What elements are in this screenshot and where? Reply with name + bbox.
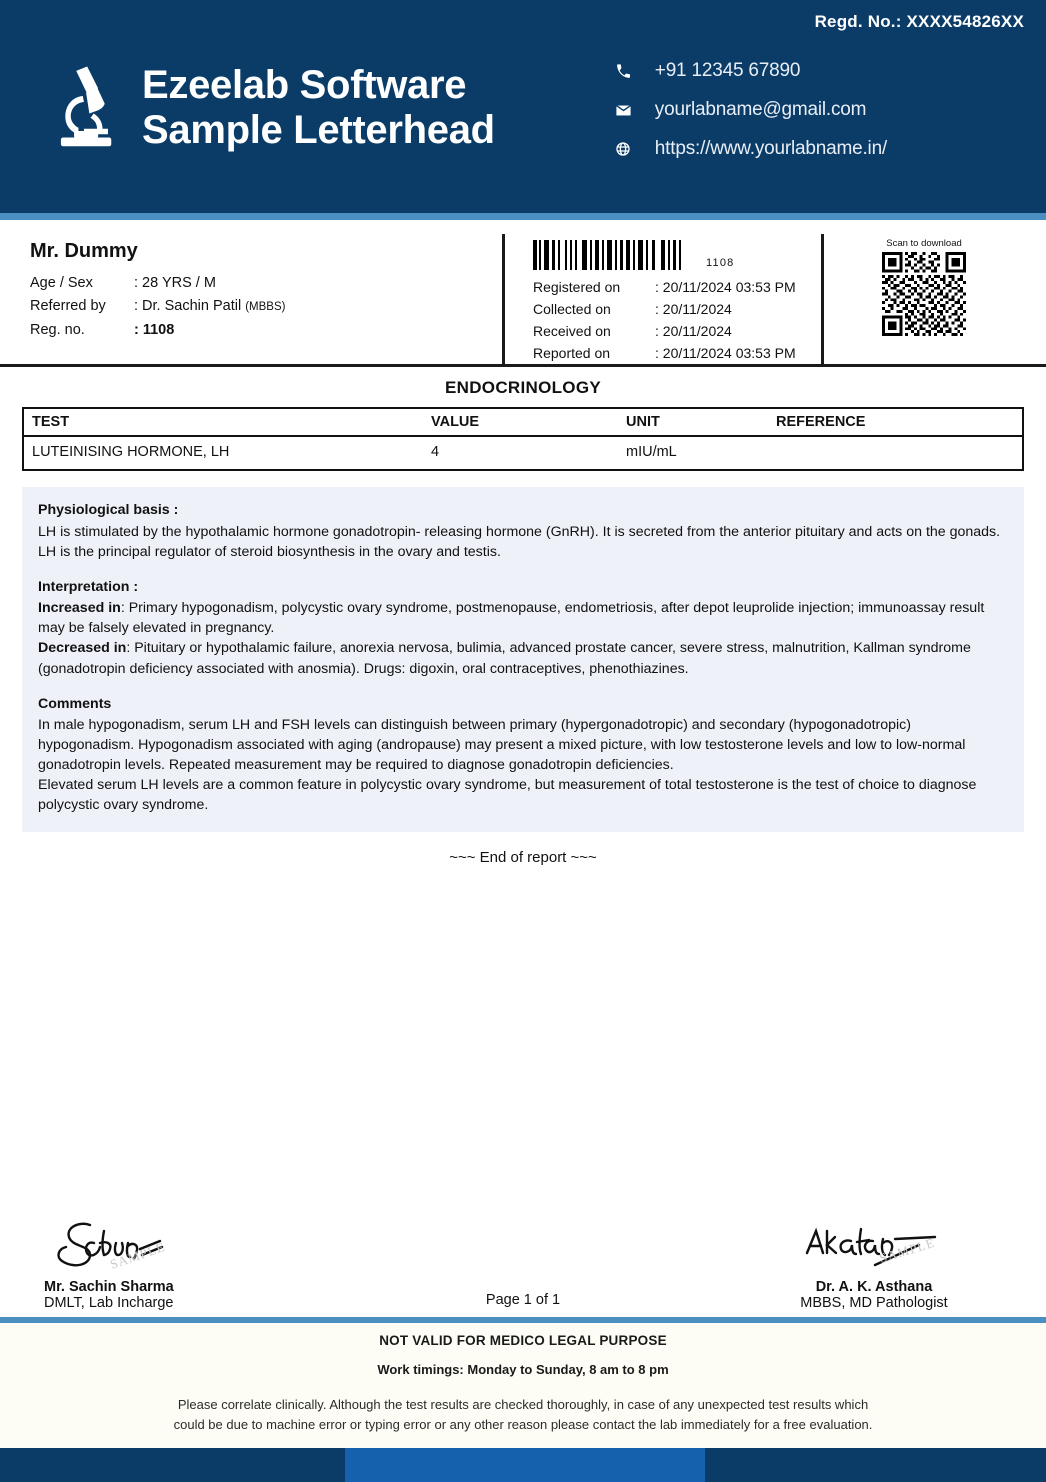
- patient-name: Mr. Dummy: [30, 240, 138, 262]
- spacer: [38, 562, 1008, 577]
- spacer: [38, 679, 1008, 694]
- patient-details: [22, 234, 502, 364]
- patient-field-label: Age / Sex: [30, 275, 93, 291]
- bottom-bar-segment-left: [0, 1448, 345, 1482]
- envelope-icon: [615, 102, 641, 119]
- bottom-bar-segment-right: [705, 1448, 1046, 1482]
- end-of-report-text: ~~~ End of report ~~~: [449, 848, 597, 866]
- page-number: Page 1 of 1: [485, 1292, 561, 1308]
- column-header-value: VALUE: [423, 408, 618, 436]
- report-footer: [0, 1323, 1046, 1448]
- barcode-number: 1108: [706, 257, 735, 269]
- decreased-in-text: : Pituitary or hypothalamic failure, anorexia nervosa, bulimia, advanced prostate cancer, severe stress, malnutrition, Kallman syndrome (gonadotropin deficiency associated with anosmia). Drugs: digoxin, oral contraceptives, phenothiazines.: [38, 640, 971, 677]
- patient-info-bar: [0, 220, 1046, 367]
- svg-text:SAMPLE: SAMPLE: [108, 1238, 168, 1272]
- footer-note-line-2: could be due to machine error or typing error or any other reason please contact the lab immediately for a free evaluation.: [173, 1416, 873, 1432]
- specimen-collected-on: [533, 298, 821, 320]
- footer-disclaimer-title: NOT VALID FOR MEDICO LEGAL PURPOSE: [379, 1333, 667, 1348]
- registration-number: Regd. No.: XXXX54826XX: [814, 12, 1024, 31]
- interpretation-heading: Interpretation :: [38, 578, 139, 595]
- phone-icon: [615, 63, 641, 80]
- column-header-test: TEST: [23, 408, 423, 436]
- increased-in-label: Increased in: [38, 600, 121, 617]
- signatory-name: Mr. Sachin Sharma: [44, 1279, 174, 1295]
- column-header-reference: REFERENCE: [768, 408, 1023, 436]
- contact-email: [615, 99, 887, 121]
- qr-code[interactable]: [882, 252, 966, 336]
- patient-field-label: Reg. no.: [30, 321, 85, 338]
- referring-doctor-name: : Dr. Sachin Patil: [134, 298, 242, 315]
- signature-area: [0, 1215, 1046, 1317]
- signature-block-lab-incharge: [22, 1215, 322, 1311]
- contact-phone: [615, 60, 887, 82]
- clinical-notes-panel: [22, 487, 1024, 831]
- signature-block-pathologist: [724, 1215, 1024, 1311]
- department-title: ENDOCRINOLOGY: [445, 378, 601, 398]
- bottom-color-bar: [0, 1448, 1046, 1482]
- contact-website-text: https://www.yourlabname.in/: [654, 138, 888, 159]
- signature-image-lab-incharge: [44, 1215, 194, 1277]
- physiological-basis-text: LH is stimulated by the hypothalamic hormone gonadotropin- releasing hormone (GnRH). It is secreted from the anterior pituitary and acts on the gonads. LH is the principal regulator of steroid biosynthesis in the ovary and testis.: [38, 523, 1001, 560]
- cell-test-name: LUTEINISING HORMONE, LH: [32, 444, 230, 461]
- patient-field-label: Referred by: [30, 298, 106, 315]
- bottom-bar-segment-middle: [345, 1448, 705, 1482]
- contact-website: [615, 138, 887, 160]
- footer-note: [0, 1395, 1046, 1434]
- contact-email-text: yourlabname@gmail.com: [654, 99, 867, 120]
- increased-in-text: : Primary hypogonadism, polycystic ovary syndrome, postmenopause, endometriosis, after depot leuprolide injection; immunoassay result may be falsely elevated in pregnancy.: [38, 600, 985, 637]
- signatory-role: MBBS, MD Pathologist: [800, 1295, 948, 1311]
- signatory-role: DMLT, Lab Incharge: [44, 1295, 174, 1311]
- lab-name: [142, 63, 495, 153]
- footer-work-timings: Work timings: Monday to Sunday, 8 am to 8 pm: [377, 1362, 669, 1377]
- date-label: Reported on: [533, 345, 611, 362]
- patient-field-value: : 28 YRS / M: [134, 275, 216, 291]
- specimen-details: [502, 234, 824, 364]
- comments-heading: Comments: [38, 695, 112, 712]
- microscope-icon: [46, 60, 124, 156]
- contact-list: [615, 56, 887, 160]
- specimen-received-on: [533, 320, 821, 342]
- footer-note-line-1: Please correlate clinically. Although the test results are checked thoroughly, in case of any unexpected test results which: [177, 1397, 869, 1412]
- signatory-name: Dr. A. K. Asthana: [815, 1279, 933, 1295]
- date-label: Collected on: [533, 301, 611, 318]
- lab-name-line-1: Ezeelab Software: [142, 63, 467, 108]
- specimen-registered-on: [533, 276, 821, 298]
- results-table: [22, 407, 1024, 471]
- globe-icon: [615, 141, 641, 157]
- patient-field-reg-no: [30, 319, 502, 342]
- interpretation-decreased: [38, 638, 1008, 678]
- cell-reference: [768, 436, 1023, 470]
- cell-unit: mIU/mL: [626, 444, 677, 461]
- physiological-basis-heading: Physiological basis :: [38, 502, 179, 519]
- barcode-image: [533, 240, 696, 270]
- table-row: [23, 436, 1023, 470]
- qr-caption: Scan to download: [886, 238, 962, 249]
- contact-phone-text: +91 12345 67890: [654, 60, 801, 81]
- referring-doctor-qualification: (MBBS): [245, 301, 286, 314]
- lab-name-line-2: Sample Letterhead: [142, 108, 495, 152]
- patient-field-value: : 1108: [134, 321, 175, 338]
- report-body: [0, 367, 1046, 1317]
- date-value: : 20/11/2024 03:53 PM: [655, 345, 796, 362]
- barcode-line: [533, 240, 821, 270]
- patient-field-age-sex: [30, 272, 502, 295]
- signature-image-pathologist: [789, 1215, 959, 1277]
- specimen-reported-on: [533, 342, 821, 364]
- header-accent-strip: [0, 213, 1046, 220]
- report-header: [0, 0, 1046, 220]
- date-value: : 20/11/2024 03:53 PM: [655, 279, 796, 295]
- comments-paragraph-2: Elevated serum LH levels are a common feature in polycystic ovary syndrome, but measurement of total testosterone is the test of choice to diagnose polycystic ovary syndrome.: [38, 777, 977, 814]
- svg-text:SAMPLE: SAMPLE: [877, 1234, 937, 1266]
- date-label: Registered on: [533, 279, 621, 295]
- results-table-header-row: [23, 408, 1023, 436]
- cell-value: 4: [431, 444, 440, 461]
- patient-field-referred-by: [30, 295, 502, 318]
- qr-section: [824, 234, 1024, 364]
- patient-field-value: [134, 295, 285, 318]
- column-header-unit: UNIT: [618, 408, 768, 436]
- decreased-in-label: Decreased in: [38, 640, 127, 657]
- interpretation-increased: [38, 598, 1008, 638]
- comments-paragraph-1: In male hypogonadism, serum LH and FSH levels can distinguish between primary (hypergonadotropic) and secondary (hypogonadotropic) hypogonadism. Hypogonadism associated with aging (andropause) may present a mixed picture, with low testosterone levels and low to low-normal gonadotropin levels. Repeated measurement may be required to diagnose gonadotropin deficiencies.: [38, 716, 966, 774]
- date-value: : 20/11/2024: [655, 301, 732, 318]
- date-value: : 20/11/2024: [655, 323, 732, 340]
- date-label: Received on: [533, 323, 611, 340]
